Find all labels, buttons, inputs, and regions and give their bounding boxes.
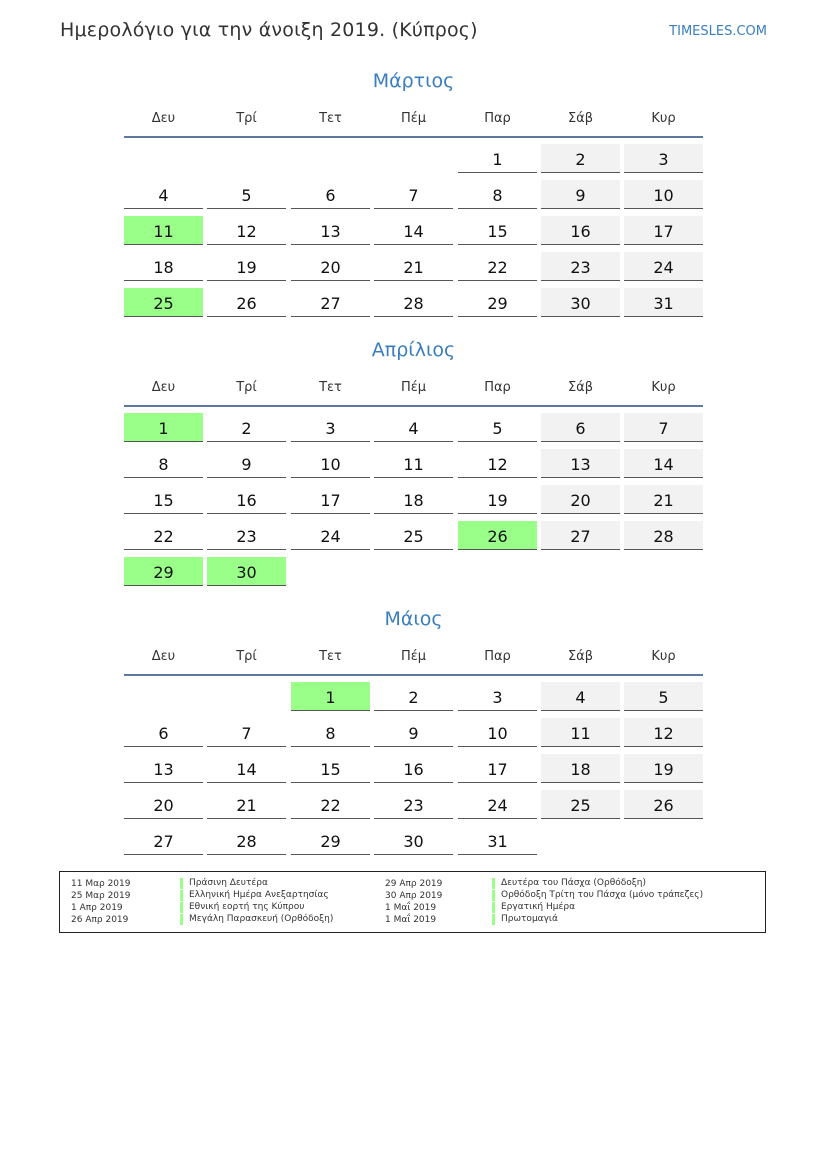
weekday-label: Παρ	[484, 380, 511, 395]
day-cell: 19	[624, 754, 703, 783]
holiday-day-cell: 25	[124, 288, 203, 317]
day-cell: 29	[458, 288, 537, 317]
day-cell: 25	[541, 790, 620, 819]
legend-date: 1 Απρ 2019	[71, 903, 123, 913]
day-cell: 11	[541, 718, 620, 747]
day-cell: 26	[207, 288, 286, 317]
holiday-day-cell: 1	[124, 413, 203, 442]
month-title: Απρίλιος	[371, 339, 456, 361]
legend-date: 25 Μαρ 2019	[71, 891, 131, 901]
weekday-label: Σάβ	[567, 380, 594, 395]
day-cell: 20	[124, 790, 203, 819]
day-cell: 1	[458, 144, 537, 173]
weekday-label: Πέμ	[400, 649, 427, 664]
day-cell: 15	[291, 754, 370, 783]
day-cell: 6	[124, 718, 203, 747]
holiday-day-cell: 30	[207, 557, 286, 586]
weekday-label: Κυρ	[651, 649, 676, 664]
day-cell: 20	[541, 485, 620, 514]
month-title: Μάιος	[384, 608, 443, 630]
day-cell: 23	[374, 790, 453, 819]
day-cell: 17	[458, 754, 537, 783]
day-cell: 25	[374, 521, 453, 550]
day-cell: 13	[124, 754, 203, 783]
weekday-label: Τρί	[236, 380, 257, 395]
day-cell: 28	[207, 826, 286, 855]
day-cell: 31	[624, 288, 703, 317]
weekday-label: Τρί	[236, 649, 257, 664]
day-cell: 5	[458, 413, 537, 442]
month-title: Μάρτιος	[372, 70, 455, 92]
day-cell: 28	[374, 288, 453, 317]
day-cell: 17	[624, 216, 703, 245]
day-cell: 3	[291, 413, 370, 442]
legend-date: 11 Μαρ 2019	[71, 879, 131, 889]
legend-date: 29 Απρ 2019	[385, 879, 443, 889]
legend-holiday-name: Εθνική εορτή της Κύπρου	[180, 902, 304, 913]
holiday-day-cell: 11	[124, 216, 203, 245]
day-cell: 10	[624, 180, 703, 209]
day-cell: 12	[207, 216, 286, 245]
day-cell: 26	[624, 790, 703, 819]
day-cell: 2	[374, 682, 453, 711]
header-rule	[124, 405, 703, 407]
day-cell: 4	[124, 180, 203, 209]
day-cell: 13	[541, 449, 620, 478]
legend-holiday-name: Μεγάλη Παρασκευή (Ορθόδοξη)	[180, 914, 333, 925]
day-cell: 2	[541, 144, 620, 173]
day-cell: 15	[124, 485, 203, 514]
day-cell: 8	[124, 449, 203, 478]
day-cell: 14	[374, 216, 453, 245]
day-cell: 18	[541, 754, 620, 783]
day-cell: 2	[207, 413, 286, 442]
day-cell: 24	[291, 521, 370, 550]
day-cell: 30	[541, 288, 620, 317]
day-cell: 9	[374, 718, 453, 747]
day-cell: 12	[624, 718, 703, 747]
day-cell: 9	[207, 449, 286, 478]
weekday-label: Δευ	[151, 380, 176, 395]
holiday-day-cell: 29	[124, 557, 203, 586]
day-cell: 21	[624, 485, 703, 514]
day-cell: 22	[291, 790, 370, 819]
header-rule	[124, 674, 703, 676]
page-title: Ημερολόγιο για την άνοιξη 2019. (Κύπρος)	[60, 19, 478, 41]
day-cell: 22	[458, 252, 537, 281]
weekday-header-row	[124, 649, 703, 669]
weekday-label: Δευ	[151, 649, 176, 664]
legend-holiday-name: Ορθόδοξη Τρίτη του Πάσχα (μόνο τράπεζες)	[492, 890, 703, 901]
day-cell: 7	[374, 180, 453, 209]
day-cell: 22	[124, 521, 203, 550]
legend-holiday-name: Εργατική Ημέρα	[492, 902, 575, 913]
day-cell: 20	[291, 252, 370, 281]
day-cell: 30	[374, 826, 453, 855]
day-cell: 18	[124, 252, 203, 281]
legend-holiday-name: Ελληνική Ημέρα Ανεξαρτησίας	[180, 890, 329, 901]
header-rule	[124, 136, 703, 138]
day-cell: 13	[291, 216, 370, 245]
weekday-label: Παρ	[484, 649, 511, 664]
day-cell: 23	[207, 521, 286, 550]
day-cell: 5	[207, 180, 286, 209]
holiday-day-cell: 26	[458, 521, 537, 550]
legend-date: 30 Απρ 2019	[385, 891, 443, 901]
day-cell: 6	[541, 413, 620, 442]
day-cell: 23	[541, 252, 620, 281]
day-cell: 27	[291, 288, 370, 317]
site-link[interactable]: TIMESLES.COM	[669, 24, 767, 39]
weekday-label: Σάβ	[567, 111, 594, 126]
day-cell: 6	[291, 180, 370, 209]
day-cell: 27	[541, 521, 620, 550]
day-cell: 16	[207, 485, 286, 514]
legend-date: 26 Απρ 2019	[71, 915, 129, 925]
day-cell: 14	[207, 754, 286, 783]
legend-holiday-name: Δευτέρα του Πάσχα (Ορθόδοξη)	[492, 878, 646, 889]
day-cell: 21	[207, 790, 286, 819]
day-cell: 3	[624, 144, 703, 173]
day-cell: 16	[541, 216, 620, 245]
day-cell: 16	[374, 754, 453, 783]
weekday-label: Παρ	[484, 111, 511, 126]
legend-holiday-name: Πρωτομαγιά	[492, 914, 558, 925]
day-cell: 7	[207, 718, 286, 747]
day-cell: 24	[624, 252, 703, 281]
day-cell: 14	[624, 449, 703, 478]
weekday-label: Πέμ	[400, 111, 427, 126]
day-cell: 24	[458, 790, 537, 819]
weekday-header-row	[124, 111, 703, 131]
holiday-legend	[59, 871, 766, 933]
legend-date: 1 Μαΐ 2019	[385, 915, 437, 925]
day-cell: 10	[291, 449, 370, 478]
day-cell: 10	[458, 718, 537, 747]
weekday-label: Πέμ	[400, 380, 427, 395]
day-cell: 19	[458, 485, 537, 514]
weekday-label: Τετ	[319, 649, 342, 664]
day-cell: 9	[541, 180, 620, 209]
day-cell: 12	[458, 449, 537, 478]
day-cell: 18	[374, 485, 453, 514]
legend-holiday-name: Πράσινη Δευτέρα	[180, 878, 268, 889]
day-cell: 29	[291, 826, 370, 855]
day-cell: 7	[624, 413, 703, 442]
weekday-label: Σάβ	[567, 649, 594, 664]
day-cell: 27	[124, 826, 203, 855]
holiday-day-cell: 1	[291, 682, 370, 711]
day-cell: 3	[458, 682, 537, 711]
weekday-label: Κυρ	[651, 380, 676, 395]
weekday-label: Κυρ	[651, 111, 676, 126]
day-cell: 15	[458, 216, 537, 245]
weekday-label: Δευ	[151, 111, 176, 126]
weekday-label: Τρί	[236, 111, 257, 126]
day-cell: 19	[207, 252, 286, 281]
day-cell: 4	[374, 413, 453, 442]
day-cell: 8	[458, 180, 537, 209]
day-cell: 5	[624, 682, 703, 711]
day-cell: 28	[624, 521, 703, 550]
day-cell: 8	[291, 718, 370, 747]
weekday-label: Τετ	[319, 111, 342, 126]
legend-date: 1 Μαΐ 2019	[385, 903, 437, 913]
day-cell: 4	[541, 682, 620, 711]
day-cell: 17	[291, 485, 370, 514]
day-cell: 31	[458, 826, 537, 855]
day-cell: 21	[374, 252, 453, 281]
weekday-header-row	[124, 380, 703, 400]
day-cell: 11	[374, 449, 453, 478]
weekday-label: Τετ	[319, 380, 342, 395]
